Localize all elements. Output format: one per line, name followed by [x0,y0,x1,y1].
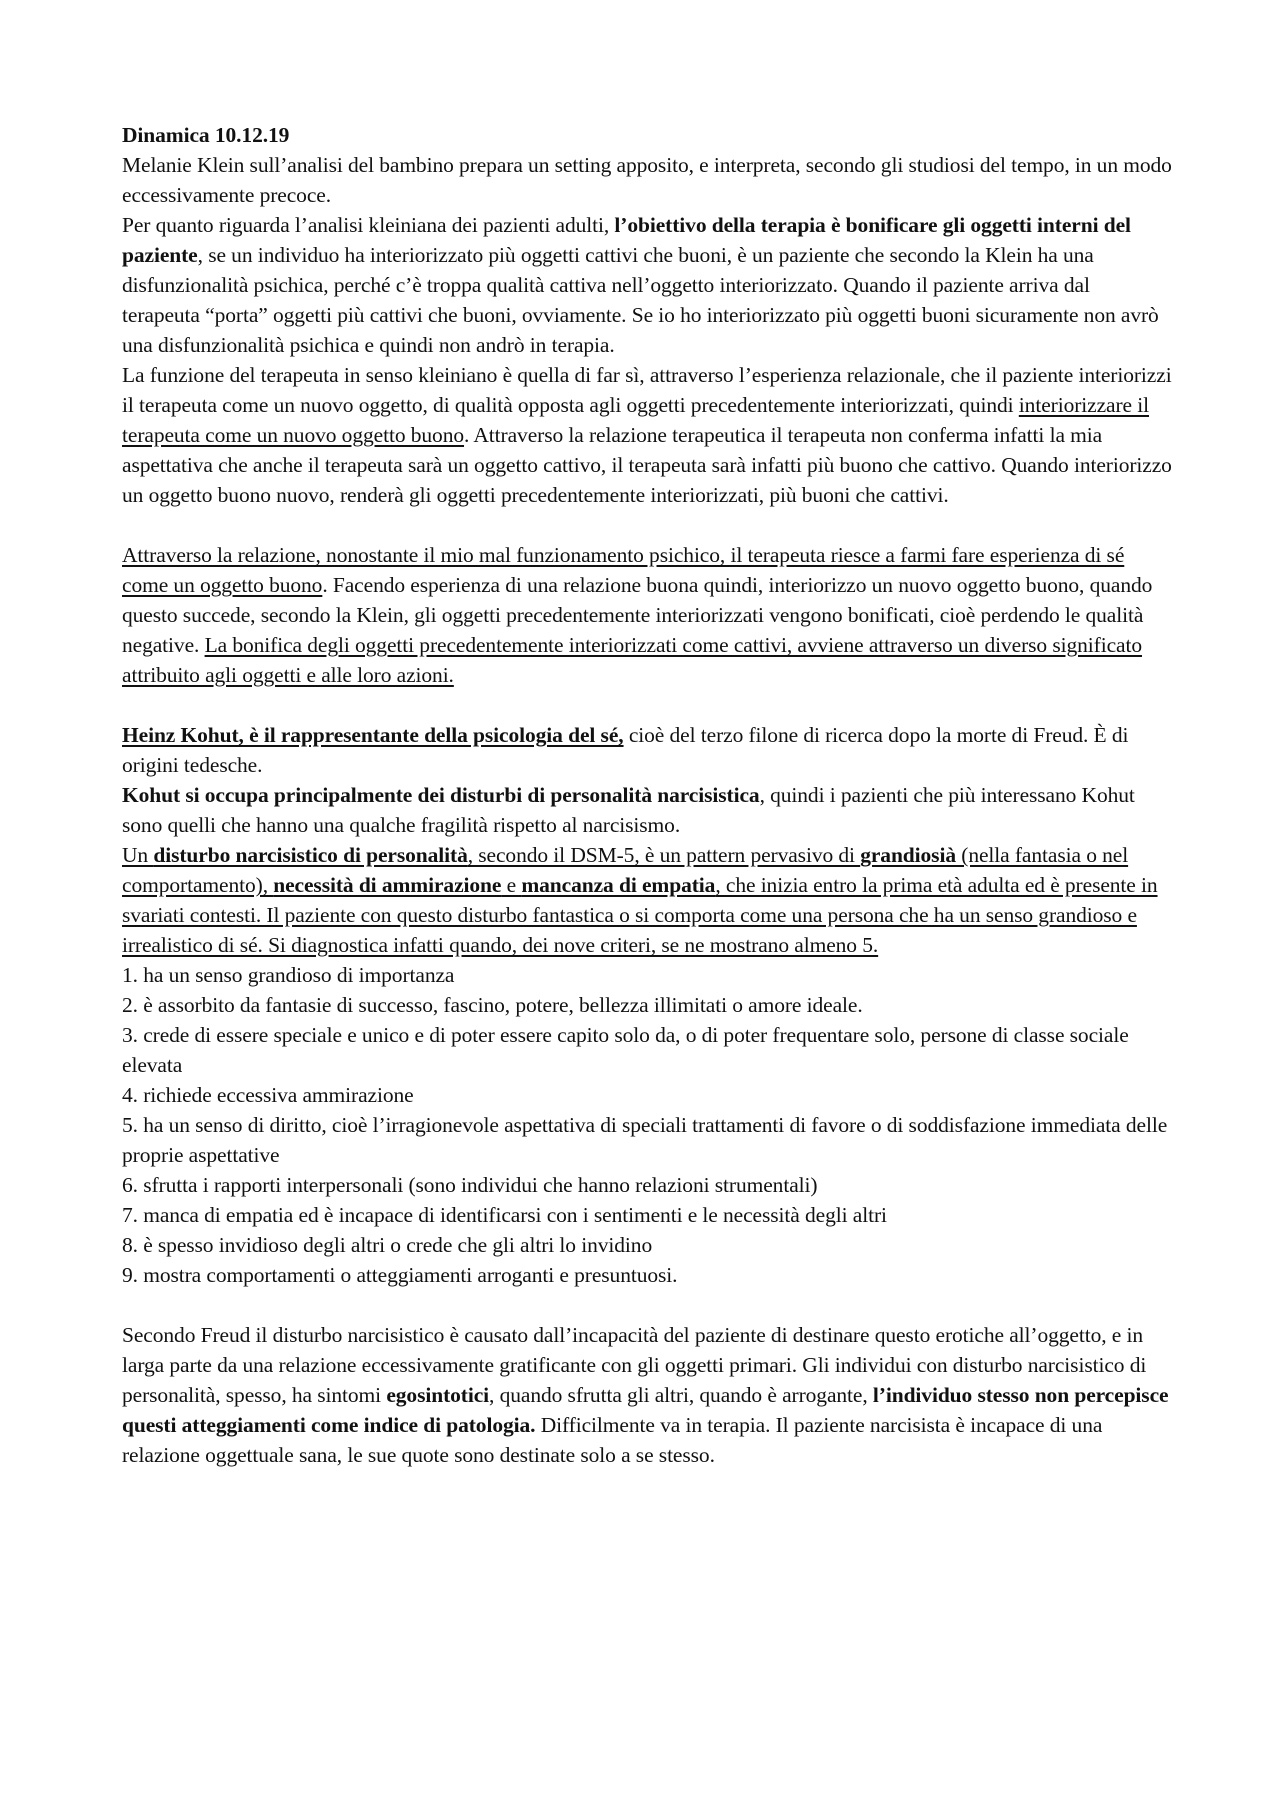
list-item: 7. manca di empatia ed è incapace di identificarsi con i sentimenti e le necessità degli altri [122,1203,887,1227]
underlined-run [122,843,1158,957]
document-page [122,120,1172,1470]
bold-run: necessità di ammirazione [273,873,502,897]
text-run: e [501,873,522,897]
bold-run: Kohut si occupa principalmente dei disturbi di personalità narcisistica [122,783,760,807]
paragraph-kohut-intro [122,720,1172,780]
paragraph-freud [122,1320,1172,1470]
list-item: 2. è assorbito da fantasie di successo, fascino, potere, bellezza illimitati o amore ideale. [122,993,863,1017]
list-item: 3. crede di essere speciale e unico e di poter essere capito solo da, o di poter frequentare solo, persone di classe sociale elevata [122,1023,1129,1077]
text-run: (nella fantasia o nel comportamento), [122,843,1129,897]
text-run: , che inizia entro la prima età adulta ed è presente in svariati contesti. Il paziente con questo disturbo fantastica o si comporta come una persona che ha un senso grandioso e irrealistico di sé. Si diagnostica infatti quando, dei nove criteri, se ne mostrano almeno 5. [122,873,1158,957]
text-run: , se un individuo ha interiorizzato più oggetti cattivi che buoni, è un paziente che secondo la Klein ha una disfunzionalità psichica, perché c’è troppa qualità cattiva nell’oggetto interiorizzato. Quando il paziente arriva dal terapeuta “porta” oggetti più cattivi che buoni, ovviamente. Se io ho interiorizzato più oggetti buoni sicuramente non avrò una disfunzionalità psichica e quindi non andrò in terapia. [122,243,1159,357]
underlined-run: interiorizzare il terapeuta come un nuovo oggetto buono [122,393,1150,447]
bold-run: egosintotici [386,1383,490,1407]
paragraph-gap [122,690,1172,720]
bold-run: grandiosià [860,843,956,867]
list-item: 9. mostra comportamenti o atteggiamenti arroganti e presuntuosi. [122,1263,678,1287]
document-title: Dinamica 10.12.19 [122,123,290,147]
list-item: 4. richiede eccessiva ammirazione [122,1083,414,1107]
paragraph-klein-child: Melanie Klein sull’analisi del bambino prepara un setting apposito, e interpreta, secondo gli studiosi del tempo, in un modo eccessivamente precoce. [122,153,1172,207]
criteria-list [122,960,1172,1290]
text-run: Per quanto riguarda l’analisi kleiniana dei pazienti adulti, [122,213,615,237]
bold-run: l’individuo stesso non percepisce questi atteggiamenti come indice di patologia. [122,1383,1169,1437]
paragraph-klein-adult [122,210,1172,360]
underlined-run: Attraverso la relazione, nonostante il mio mal funzionamento psichico, il terapeuta riesce a farmi fare esperienza di sé come un oggetto buono [122,543,1125,597]
paragraph-therapist-function [122,360,1172,510]
underlined-run: La bonifica degli oggetti precedentemente interiorizzati come cattivi, avviene attraverso un diverso significato attribuito agli oggetti e alle loro azioni. [122,633,1142,687]
text-run: , quando sfrutta gli altri, quando è arrogante, [489,1383,873,1407]
text-run: . Facendo esperienza di una relazione buona quindi, interiorizzo un nuovo oggetto buono, quando questo succede, secondo la Klein, gli oggetti precedentemente interiorizzati vengono bonificati, cioè perdendo le qualità negative. [122,573,1153,657]
paragraph-gap [122,510,1172,540]
text-run: La funzione del terapeuta in senso kleiniano è quella di far sì, attraverso l’esperienza relazionale, che il paziente interiorizzi il terapeuta come un nuovo oggetto, di qualità opposta agli oggetti precedentemente interiorizzati, quindi [122,363,1172,417]
text-run: . Attraverso la relazione terapeutica il terapeuta non conferma infatti la mia aspettativa che anche il terapeuta sarà un oggetto cattivo, il terapeuta sarà infatti più buono che cattivo. Quando interiorizzo un oggetto buono nuovo, renderà gli oggetti precedentemente interiorizzati, più buoni che cattivi. [122,423,1172,507]
text-run: cioè del terzo filone di ricerca dopo la morte di Freud. È di origini tedesche. [122,723,1129,777]
bold-run: disturbo narcisistico di personalità [153,843,468,867]
bold-run: mancanza di empatia [521,873,716,897]
bold-run: l’obiettivo della terapia è bonificare gli oggetti interni del paziente [122,213,1131,267]
list-item: 1. ha un senso grandioso di importanza [122,963,455,987]
text-run: , secondo il DSM-5, è un pattern pervasivo di [467,843,861,867]
bold-run [122,723,624,747]
paragraph-kohut-focus [122,780,1172,840]
paragraph-gap [122,1290,1172,1320]
text-run: Un [122,843,154,867]
text-run: , quindi i pazienti che più interessano Kohut sono quelli che hanno una qualche fragilità rispetto al narcisismo. [122,783,1135,837]
text-run: Secondo Freud il disturbo narcisistico è causato dall’incapacità del paziente di destinare questo erotiche all’oggetto, e in larga parte da una relazione eccessivamente gratificante con gli oggetti primari. Gli individui con disturbo narcisistico di personalità, spesso, ha sintomi [122,1323,1147,1407]
list-item: 5. ha un senso di diritto, cioè l’irragionevole aspettativa di speciali trattamenti di favore o di soddisfazione immediata delle proprie aspettative [122,1113,1168,1167]
list-item: 6. sfrutta i rapporti interpersonali (sono individui che hanno relazioni strumentali) [122,1173,818,1197]
text-run: Difficilmente va in terapia. Il paziente narcisista è incapace di una relazione oggettuale sana, le sue quote sono destinate solo a se stesso. [122,1413,1103,1467]
paragraph-dsm5 [122,840,1172,960]
underlined-run: Heinz Kohut, è il rappresentante della psicologia del sé, [122,723,624,747]
list-item: 8. è spesso invidioso degli altri o crede che gli altri lo invidino [122,1233,653,1257]
paragraph-relation [122,540,1172,690]
